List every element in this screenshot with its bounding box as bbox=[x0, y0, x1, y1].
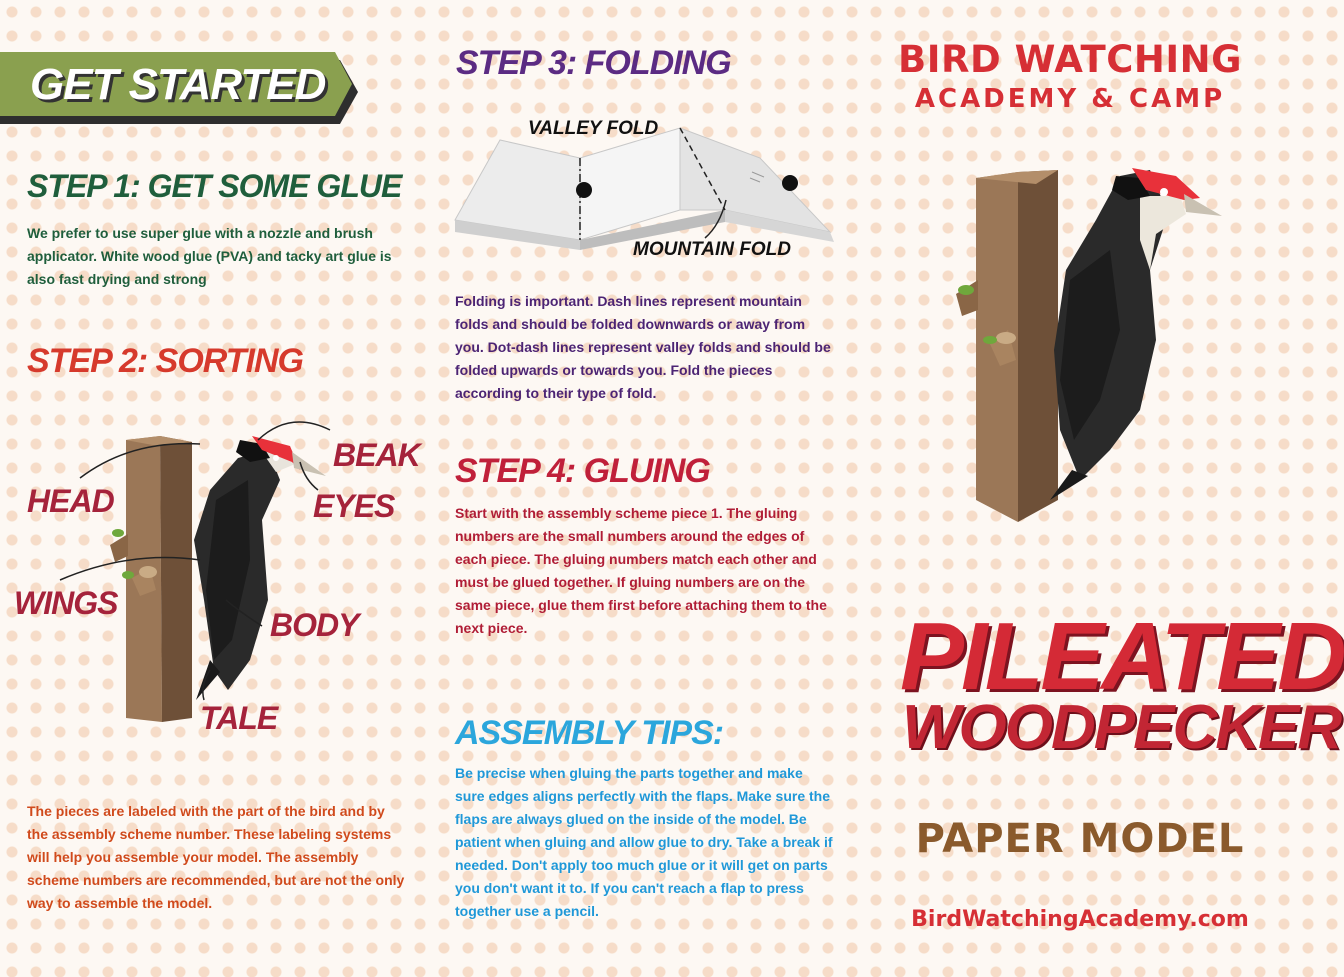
step3-heading: STEP 3: FOLDING bbox=[456, 44, 731, 82]
step4-heading: STEP 4: GLUING bbox=[455, 452, 710, 490]
brand-line2: ACADEMY & CAMP bbox=[914, 84, 1226, 114]
mountain-fold-label: MOUNTAIN FOLD bbox=[633, 239, 791, 260]
assembly-tips-text: Be precise when gluing the parts together and make sure edges aligns perfectly with the flaps. Make sure the flaps are always glued on the inside of the model. Be patient when gluing and allow glue to dry. Take a break if needed. Don't apply too much glue or it will get on parts you don't want it to. If you can't reach a flap to press together use a pencil. bbox=[455, 765, 833, 919]
step1-text: We prefer to use super glue with a nozzle and brush applicator. White wood glue (PVA) and tacky art glue is also fast drying and strong bbox=[27, 225, 392, 287]
step2-heading: STEP 2: SORTING bbox=[27, 342, 303, 380]
label-eyes: EYES bbox=[313, 488, 395, 524]
label-wings: WINGS bbox=[14, 585, 118, 621]
assembly-tips-heading: ASSEMBLY TIPS: bbox=[455, 714, 724, 752]
step3-text: Folding is important. Dash lines represent mountain folds and should be folded downwards or away from you. Dot-dash lines represent valley folds and should be folded upwards or towards you. Fold the pieces according to their type of fold. bbox=[455, 293, 831, 401]
title-pileated: PILEATED bbox=[900, 603, 1344, 710]
brand-line1: BIRD WATCHING bbox=[898, 38, 1242, 81]
valley-fold-label: VALLEY FOLD bbox=[528, 118, 659, 139]
label-beak: BEAK bbox=[333, 437, 420, 473]
title-woodpecker: WOODPECKER bbox=[902, 693, 1341, 762]
website-link[interactable]: BirdWatchingAcademy.com bbox=[911, 907, 1249, 932]
label-head: HEAD bbox=[27, 483, 114, 519]
label-tale: TALE bbox=[200, 700, 278, 736]
get-started-label: GET STARTED bbox=[30, 60, 326, 109]
woodpecker-cover-illustration bbox=[940, 150, 1240, 530]
step1-heading: STEP 1: GET SOME GLUE bbox=[27, 168, 402, 204]
label-body: BODY bbox=[270, 607, 359, 643]
step2-text: The pieces are labeled with the part of the bird and by the assembly scheme number. These labeling systems will help you assemble your model. The assembly scheme numbers are recommended, but are not the only way to assemble the model. bbox=[27, 803, 405, 911]
step4-text: Start with the assembly scheme piece 1. The gluing numbers are the small numbers around the edges of each piece. The gluing numbers match each other and must be glued together. If gluing numbers are on the same piece, glue them first before attaching them to the next piece. bbox=[455, 505, 827, 636]
paper-model-subtitle: PAPER MODEL bbox=[915, 816, 1245, 862]
